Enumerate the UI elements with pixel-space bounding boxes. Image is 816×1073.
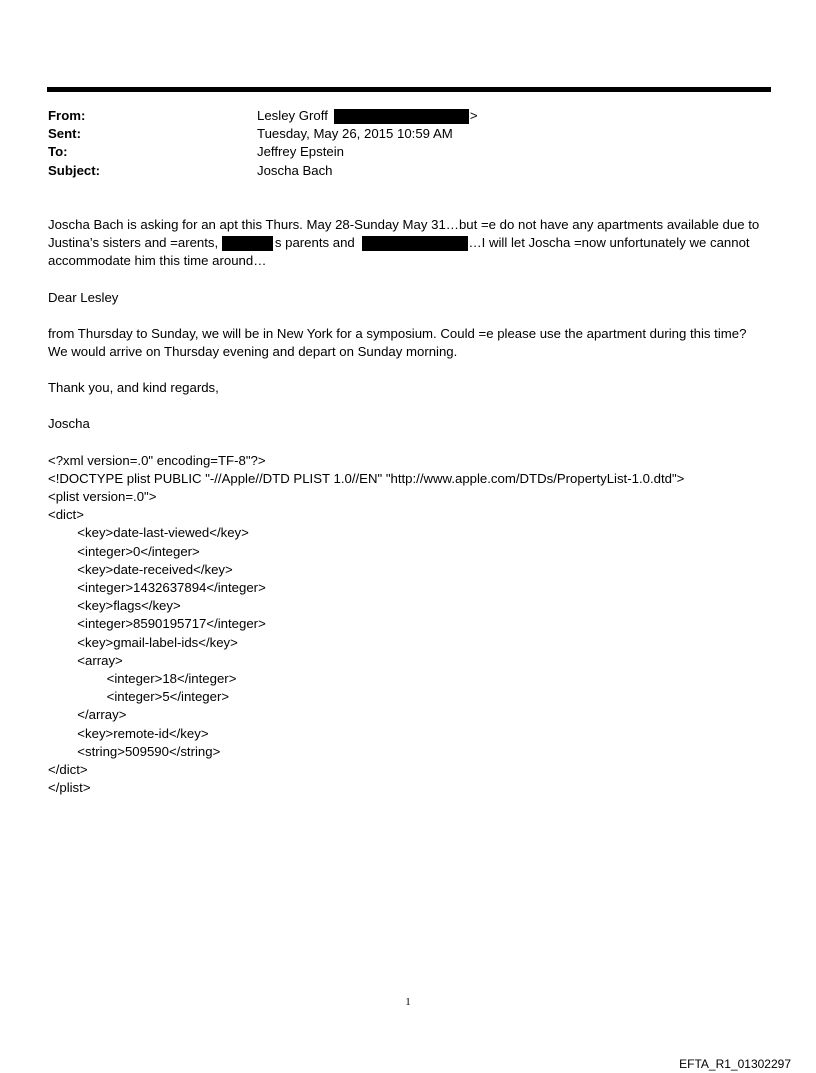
- sent-label: Sent:: [48, 126, 81, 142]
- subject-value: Joscha Bach: [257, 162, 333, 178]
- xml-line: <integer>1432637894</integer>: [48, 580, 266, 596]
- xml-line: </dict>: [48, 762, 88, 778]
- to-label: To:: [48, 144, 68, 160]
- header-rule: [47, 87, 771, 92]
- para1-line2c: …I will let Joscha =now unfortunately we cannot: [468, 235, 750, 251]
- greeting: Dear Lesley: [48, 289, 119, 305]
- para1-line2b: s parents and: [274, 235, 355, 251]
- xml-line: <key>date-last-viewed</key>: [48, 525, 249, 541]
- xml-line: <key>gmail-label-ids</key>: [48, 634, 238, 650]
- sent-row: [48, 125, 478, 143]
- from-name: Lesley Groff: [257, 108, 328, 123]
- redacted-name-1: [222, 236, 273, 251]
- signature: Joscha: [48, 416, 90, 432]
- xml-line: <integer>8590195717</integer>: [48, 616, 266, 632]
- from-suffix: >: [469, 108, 478, 123]
- xml-line: <plist version=.0">: [48, 489, 157, 505]
- xml-line: </plist>: [48, 780, 91, 796]
- para2-line1: from Thursday to Sunday, we will be in New York for a symposium. Could =e please use the apartment during this time?: [48, 325, 747, 341]
- xml-line: <?xml version=.0" encoding=TF-8"?>: [48, 452, 266, 468]
- xml-line: <key>flags</key>: [48, 598, 181, 614]
- sent-value: Tuesday, May 26, 2015 10:59 AM: [257, 126, 453, 142]
- xml-line: <key>remote-id</key>: [48, 725, 209, 741]
- xml-line: <integer>18</integer>: [48, 671, 237, 687]
- subject-row: [48, 162, 478, 180]
- from-row: [48, 107, 478, 125]
- xml-line: <integer>0</integer>: [48, 543, 200, 559]
- xml-line: <dict>: [48, 507, 84, 523]
- xml-block: [48, 452, 778, 798]
- redacted-email: [334, 109, 469, 124]
- xml-line: <!DOCTYPE plist PUBLIC "-//Apple//DTD PLIST 1.0//EN" "http://www.apple.com/DTDs/PropertyList-1.0.dtd">: [48, 470, 685, 486]
- message-paragraph-1: [48, 216, 778, 271]
- xml-line: <array>: [48, 652, 123, 668]
- subject-label: Subject:: [48, 162, 101, 178]
- xml-line: <key>date-received</key>: [48, 561, 233, 577]
- page-number: 1: [405, 996, 411, 1008]
- para2-line2: We would arrive on Thursday evening and depart on Sunday morning.: [48, 344, 458, 360]
- email-body: [48, 216, 778, 797]
- para1-line1: Joscha Bach is asking for an apt this Thurs. May 28-Sunday May 31…but =e do not have any apartments available due to: [48, 217, 760, 232]
- from-label: From:: [48, 108, 86, 123]
- para1-line2a: Justina’s sisters and =arents,: [48, 235, 219, 251]
- closing: Thank you, and kind regards,: [48, 380, 219, 396]
- email-header: [48, 107, 478, 180]
- xml-line: <integer>5</integer>: [48, 689, 230, 705]
- xml-line: <string>509590</string>: [48, 743, 221, 759]
- xml-line: </array>: [48, 707, 127, 723]
- from-value: [257, 107, 478, 125]
- document-id: EFTA_R1_01302297: [679, 1057, 791, 1071]
- para1-line3: accommodate him this time around…: [48, 253, 267, 269]
- to-value: Jeffrey Epstein: [257, 144, 344, 160]
- message-paragraph-2: [48, 325, 778, 361]
- to-row: [48, 143, 478, 161]
- redacted-name-2: [362, 236, 468, 251]
